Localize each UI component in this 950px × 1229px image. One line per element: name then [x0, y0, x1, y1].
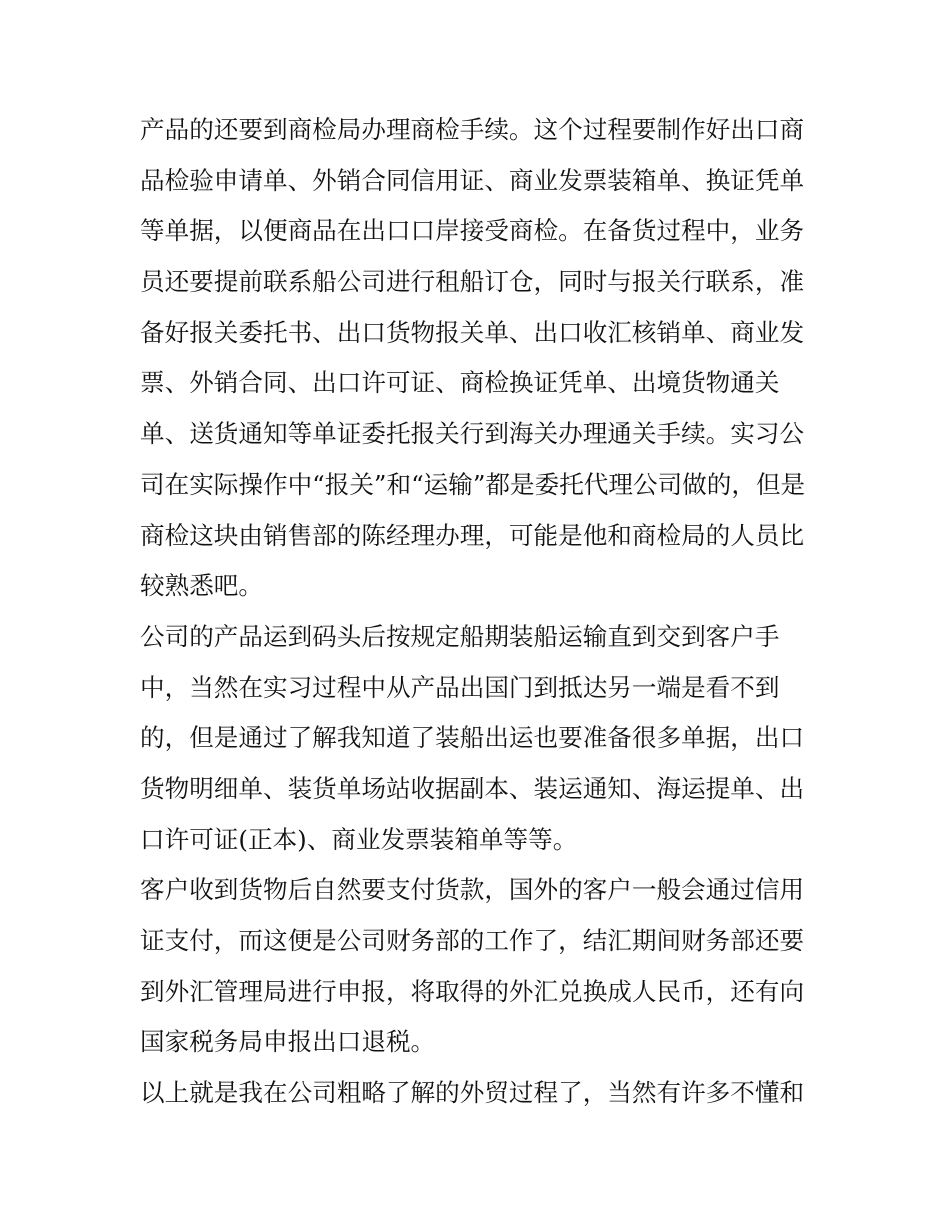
text-line: 商检这块由销售部的陈经理办理，可能是他和商检局的人员比 — [140, 520, 805, 550]
text-line: 备好报关委托书、出口货物报关单、出口收汇核销单、商业发 — [140, 317, 805, 347]
paragraph-4 — [140, 1068, 815, 1119]
text-line: 中，当然在实习过程中从产品出国门到抵达另一端是看不到 — [140, 672, 780, 702]
text-line: 单、送货通知等单证委托报关行到海关办理通关手续。实习公 — [140, 419, 805, 449]
text-line: 国家税务局申报出口退税。 — [140, 1027, 436, 1057]
document-page — [140, 105, 815, 1119]
text-line: 口许可证(正本)、商业发票装箱单等等。 — [140, 824, 578, 854]
text-line: 公司的产品运到码头后按规定船期装船运输直到交到客户手 — [140, 621, 780, 651]
text-line: 员还要提前联系船公司进行租船订仓，同时与报关行联系，准 — [140, 267, 805, 297]
paragraph-1 — [140, 105, 815, 612]
text-line: 客户收到货物后自然要支付货款，国外的客户一般会通过信用 — [140, 875, 805, 905]
text-line: 证支付，而这便是公司财务部的工作了，结汇期间财务部还要 — [140, 926, 805, 955]
text-line: 司在实际操作中“报关”和“运输”都是委托代理公司做的，但是 — [140, 469, 806, 499]
text-line: 等单据，以便商品在出口口岸接受商检。在备货过程中，业务 — [140, 216, 805, 246]
paragraph-2 — [140, 612, 815, 865]
text-line: 货物明细单、装货单场站收据副本、装运通知、海运提单、出 — [140, 773, 805, 803]
text-line: 品检验申请单、外销合同信用证、商业发票装箱单、换证凭单 — [140, 165, 805, 195]
text-line: 的，但是通过了解我知道了装船出运也要准备很多单据，出口 — [140, 723, 805, 753]
text-line: 票、外销合同、出口许可证、商检换证凭单、出境货物通关 — [140, 368, 780, 398]
paragraph-3 — [140, 865, 815, 1068]
text-line: 到外汇管理局进行申报，将取得的外汇兑换成人民币，还有向 — [140, 976, 805, 1006]
text-line: 以上就是我在公司粗略了解的外贸过程了，当然有许多不懂和 — [140, 1078, 805, 1108]
text-line: 产品的还要到商检局办理商检手续。这个过程要制作好出口商 — [140, 115, 805, 144]
text-line: 较熟悉吧。 — [140, 571, 263, 601]
